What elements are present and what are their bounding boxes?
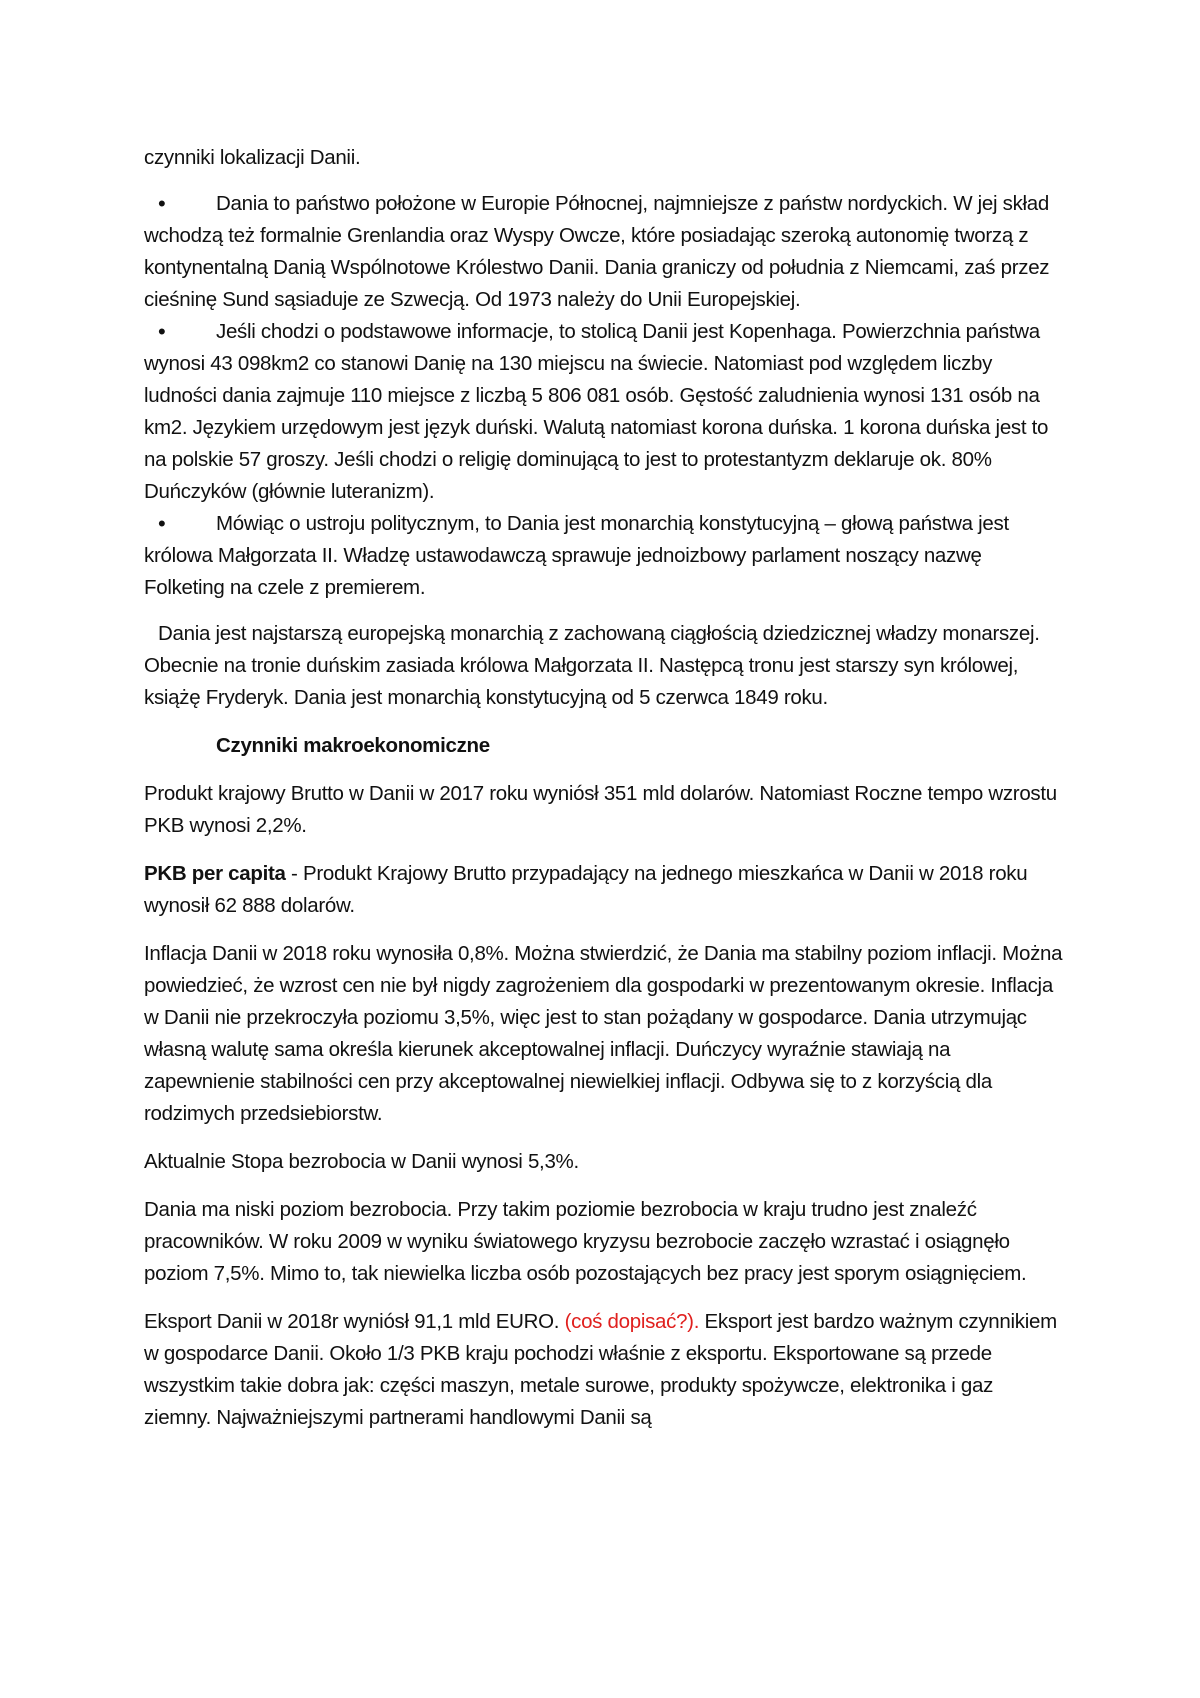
- pkb-per-capita-label: PKB per capita: [144, 862, 286, 885]
- bullet-icon: •: [158, 319, 166, 344]
- bullet-text: Dania to państwo położone w Europie Północnej, najmniejsze z państw nordyckich. W jej skład wchodzą też formalnie Grenlandia oraz Wyspy Owcze, które posiadając szeroką autonomię tworzą z kontynentalną Danią Wspólnotowe Królestwo Danii. Dania graniczy od południa z Niemcami, zaś przez cieśninę Sund sąsiaduje ze Szwecją. Od 1973 należy do Unii Europejskiej.: [144, 192, 1050, 311]
- unemployment-rate: Aktualnie Stopa bezrobocia w Danii wynosi 5,3%.: [144, 1150, 579, 1173]
- bullet-list: [144, 188, 1064, 604]
- section-heading: Czynniki makroekonomiczne: [216, 734, 490, 757]
- bullet-icon: •: [158, 191, 166, 216]
- bullet-icon: •: [158, 511, 166, 536]
- export-rest: Eksport jest bardzo ważnym czynnikiem w gospodarce Danii. Około 1/3 PKB kraju pochodzi właśnie z eksportu. Eksportowane są przede wszystkim takie dobra jak: części maszyn, metale surowe, produkty spożywcze, elektronika i gaz ziemny. Najważniejszymi partnerami handlowymi Danii są: [144, 1310, 1057, 1429]
- pkb-per-capita-paragraph: [144, 858, 1064, 922]
- inflation-paragraph: Inflacja Danii w 2018 roku wynosiła 0,8%. Można stwierdzić, że Dania ma stabilny poziom inflacji. Można powiedzieć, że wzrost cen nie był nigdy zagrożeniem dla gospodarki w prezentowanym okresie. Inflacja w Danii nie przekroczyła poziomu 3,5%, więc jest to stan pożądany w gospodarce. Dania utrzymując własną walutę sama określa kierunek akceptowalnej inflacji. Duńczycy wyraźnie stawiają na zapewnienie stabilności cen przy akceptowalnej niewielkiej inflacji. Odbywa się to z korzyścią dla rodzimych przedsiebiorstw.: [144, 942, 1063, 1125]
- list-item: [144, 188, 1064, 316]
- bullet-text: Mówiąc o ustroju politycznym, to Dania jest monarchią konstytucyjną – głową państwa jest królowa Małgorzata II. Władzę ustawodawczą sprawuje jednoizbowy parlament noszący nazwę Folketing na czele z premierem.: [144, 512, 1009, 599]
- intro-line: czynniki lokalizacji Danii.: [144, 146, 361, 169]
- document-body: [144, 142, 1064, 1450]
- pkb-per-capita-text: - Produkt Krajowy Brutto przypadający na jednego mieszkańca w Danii w 2018 roku wynosił 62 888 dolarów.: [144, 862, 1028, 917]
- export-paragraph: [144, 1306, 1064, 1434]
- list-item: [144, 508, 1064, 604]
- monarchy-paragraph: Dania jest najstarszą europejską monarchią z zachowaną ciągłością dziedzicznej władzy monarszej. Obecnie na tronie duńskim zasiada królowa Małgorzata II. Następcą tronu jest starszy syn królowej, książę Fryderyk. Dania jest monarchią konstytucyjną od 5 czerwca 1849 roku.: [144, 622, 1040, 709]
- export-note: (coś dopisać?).: [564, 1310, 700, 1333]
- export-intro: Eksport Danii w 2018r wyniósł 91,1 mld EURO.: [144, 1310, 565, 1333]
- list-item: [144, 316, 1064, 508]
- bullet-text: Jeśli chodzi o podstawowe informacje, to stolicą Danii jest Kopenhaga. Powierzchnia państwa wynosi 43 098km2 co stanowi Danię na 130 miejscu na świecie. Natomiast pod względem liczby ludności dania zajmuje 110 miejsce z liczbą 5 806 081 osób. Gęstość zaludnienia wynosi 131 osób na km2. Językiem urzędowym jest język duński. Walutą natomiast korona duńska. 1 korona duńska jest to na polskie 57 groszy. Jeśli chodzi o religię dominującą to jest to protestantyzm deklaruje ok. 80% Duńczyków (głównie luteranizm).: [144, 320, 1049, 503]
- pkb-paragraph: Produkt krajowy Brutto w Danii w 2017 roku wyniósł 351 mld dolarów. Natomiast Roczne tempo wzrostu PKB wynosi 2,2%.: [144, 782, 1057, 837]
- unemployment-paragraph: Dania ma niski poziom bezrobocia. Przy takim poziomie bezrobocia w kraju trudno jest znaleźć pracowników. W roku 2009 w wyniku światowego kryzysu bezrobocie zaczęło wzrastać i osiągnęło poziom 7,5%. Mimo to, tak niewielka liczba osób pozostających bez pracy jest sporym osiągnięciem.: [144, 1198, 1027, 1285]
